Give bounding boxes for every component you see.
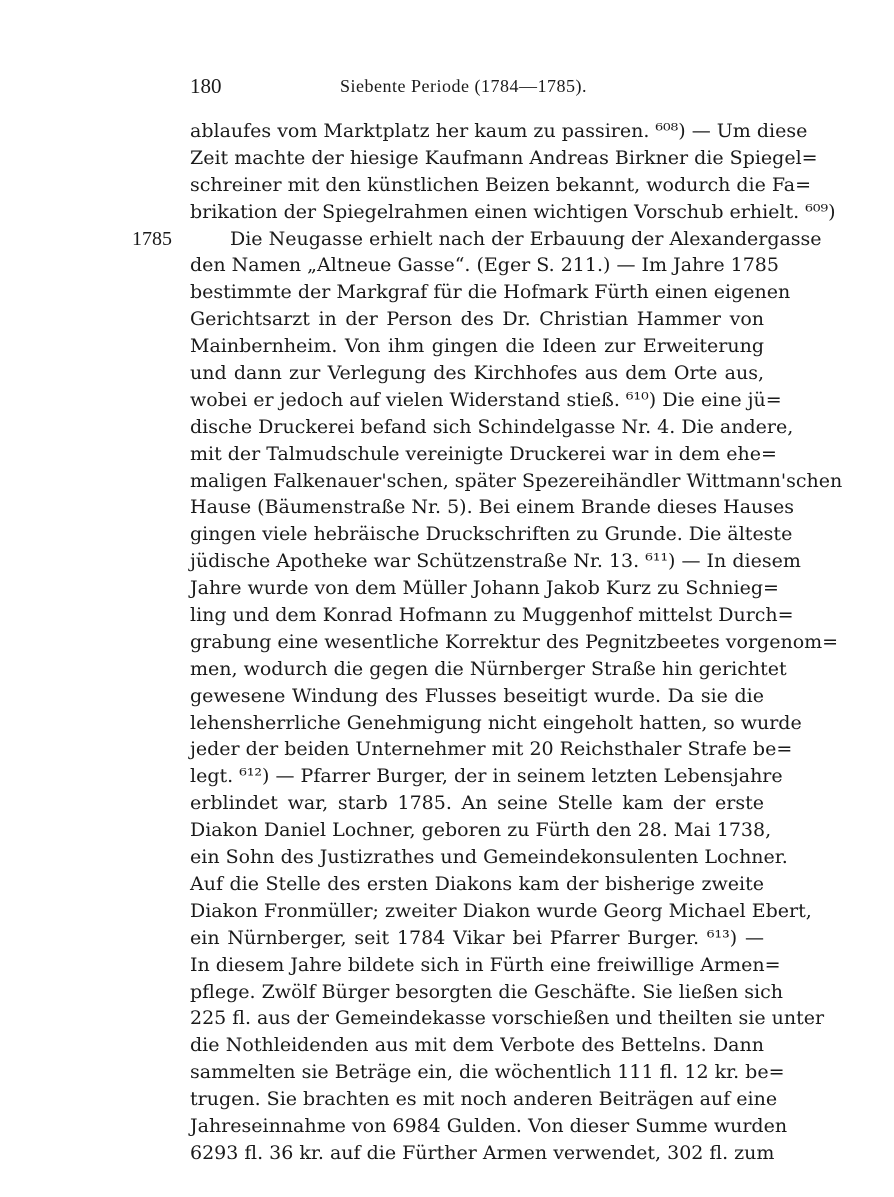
text-line: trugen. Sie brachten es mit noch anderen Beiträgen auf eine (190, 1088, 778, 1111)
body-text (190, 118, 843, 1167)
text-line: wobei er jedoch auf vielen Widerstand stieß. ⁶¹⁰) Die eine jü= (190, 388, 782, 411)
text-line: schreiner mit den künstlichen Beizen bekannt, wodurch die Fa= (190, 173, 812, 196)
margin-year: 1785 (132, 228, 172, 250)
text-line: mit der Talmudschule vereinigte Druckerei war in dem ehe= (190, 442, 777, 465)
text-line: lehensherrliche Genehmigung nicht eingeholt hatten, so wurde (190, 711, 802, 734)
text-line: Die Neugasse erhielt nach der Erbauung der Alexandergasse (230, 227, 822, 250)
text-line: die Nothleidenden aus mit dem Verbote des Bettelns. Dann (190, 1034, 764, 1057)
text-line: gewesene Windung des Flusses beseitigt wurde. Da sie die (190, 684, 764, 707)
text-line: Diakon Daniel Lochner, geboren zu Fürth den 28. Mai 1738, (190, 819, 772, 842)
text-line: grabung eine wesentliche Korrektur des Pegnitzbeetes vorgenom= (190, 630, 839, 653)
text-line: sammelten sie Beträge ein, die wöchentlich 111 fl. 12 kr. be= (190, 1061, 785, 1084)
text-line: und dann zur Verlegung des Kirchhofes aus dem Orte aus, (190, 362, 764, 385)
text-line: ling und dem Konrad Hofmann zu Muggenhof mittelst Durch= (190, 604, 794, 627)
text-line: dische Druckerei befand sich Schindelgasse Nr. 4. Die andere, (190, 415, 794, 438)
text-line: Gerichtsarzt in der Person des Dr. Christian Hammer von (190, 308, 764, 331)
text-line: pflege. Zwölf Bürger besorgten die Geschäfte. Sie ließen sich (190, 980, 784, 1003)
text-line: 6293 fl. 36 kr. auf die Fürther Armen verwendet, 302 fl. zum (190, 1141, 775, 1164)
text-line: ein Sohn des Justizrathes und Gemeindekonsulenten Lochner. (190, 846, 788, 869)
text-line: Mainbernheim. Von ihm gingen die Ideen zur Erweiterung (190, 335, 764, 358)
text-line: gingen viele hebräische Druckschriften zu Grunde. Die älteste (190, 523, 793, 546)
text-line: Diakon Fronmüller; zweiter Diakon wurde Georg Michael Ebert, (190, 899, 812, 922)
text-line: maligen Falkenauer'schen, später Spezereihändler Wittmann'schen (190, 469, 843, 492)
running-head: Siebente Periode (1784—1785). (340, 76, 587, 96)
text-line: Jahreseinnahme von 6984 Gulden. Von dieser Summe wurden (190, 1114, 788, 1137)
text-line: brikation der Spiegelrahmen einen wichtigen Vorschub erhielt. ⁶⁰⁹) (190, 200, 836, 223)
text-line: 225 fl. aus der Gemeindekasse vorschießen und theilten sie unter (190, 1007, 825, 1030)
text-line: Zeit machte der hiesige Kaufmann Andreas Birkner die Spiegel= (190, 146, 818, 169)
text-line: ablaufes vom Marktplatz her kaum zu passiren. ⁶⁰⁸) — Um diese (190, 120, 808, 142)
text-line: Auf die Stelle des ersten Diakons kam der bisherige zweite (190, 872, 764, 895)
text-line: erblindet war, starb 1785. An seine Stelle kam der erste (190, 792, 764, 815)
text-line: den Namen „Altneue Gasse“. (Eger S. 211.) — Im Jahre 1785 (190, 254, 779, 277)
text-line: jeder der beiden Unternehmer mit 20 Reichsthaler Strafe be= (190, 738, 793, 761)
text-line: Jahre wurde von dem Müller Johann Jakob Kurz zu Schnieg= (190, 577, 779, 600)
text-line: Hause (Bäumenstraße Nr. 5). Bei einem Brande dieses Hauses (190, 496, 795, 519)
text-line: In diesem Jahre bildete sich in Fürth eine freiwillige Armen= (190, 953, 781, 976)
page-header (190, 74, 764, 104)
text-line: men, wodurch die gegen die Nürnberger Straße hin gerichtet (190, 657, 787, 680)
text-line: jüdische Apotheke war Schützenstraße Nr. 13. ⁶¹¹) — In diesem (190, 550, 801, 573)
page-number: 180 (190, 74, 222, 98)
text-line: ein Nürnberger, seit 1784 Vikar bei Pfarrer Burger. ⁶¹³) — (190, 926, 764, 949)
text-line: bestimmte der Markgraf für die Hofmark Fürth einen eigenen (190, 281, 791, 304)
text-line: legt. ⁶¹²) — Pfarrer Burger, der in seinem letzten Lebensjahre (190, 765, 783, 788)
